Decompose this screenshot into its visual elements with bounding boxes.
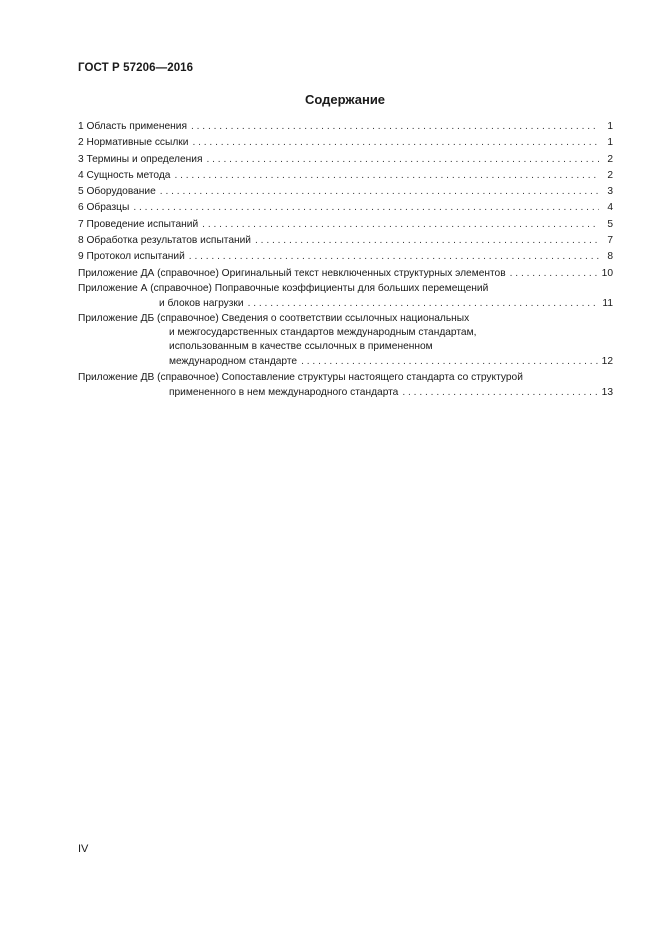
toc-leader-dots <box>191 119 599 135</box>
toc-leader-dots <box>402 385 597 401</box>
toc-entry-label: 8 Обработка результатов испытаний <box>78 233 255 249</box>
toc-entry-label: 7 Проведение испытаний <box>78 217 202 233</box>
toc-entry-label: Приложение ДВ (справочное) Сопоставление структуры настоящего стандарта со структурой <box>78 371 523 383</box>
toc-entry[interactable] <box>78 249 613 265</box>
toc-entry-page: 10 <box>601 267 613 279</box>
table-of-contents <box>78 119 613 401</box>
toc-entry-page: 3 <box>607 186 613 198</box>
toc-entry[interactable] <box>78 135 613 151</box>
toc-appendix-entry[interactable] <box>78 312 613 326</box>
toc-appendix-continuation <box>78 326 613 340</box>
document-code: ГОСТ Р 57206—2016 <box>78 62 194 74</box>
toc-entry-page: 2 <box>607 169 613 181</box>
toc-appendix-entry[interactable] <box>78 371 613 385</box>
toc-entry-label: международном стандарте <box>169 354 301 370</box>
toc-leader-dots <box>174 168 599 184</box>
toc-appendix-continuation[interactable] <box>78 296 613 312</box>
toc-entry-page: 4 <box>607 202 613 214</box>
toc-entry-page: 1 <box>607 137 613 149</box>
toc-entry-page: 11 <box>602 297 613 309</box>
toc-entry-page: 7 <box>607 235 613 247</box>
toc-entry-page: 13 <box>601 386 613 398</box>
toc-leader-dots <box>255 233 599 249</box>
toc-entry-page: 1 <box>607 121 613 132</box>
toc-leader-dots <box>206 152 599 168</box>
toc-entry[interactable] <box>78 184 613 200</box>
toc-entry-page: 12 <box>601 356 613 368</box>
page-number: IV <box>78 843 89 855</box>
toc-entry[interactable] <box>78 200 613 216</box>
toc-leader-dots <box>510 266 598 282</box>
toc-leader-dots <box>192 135 599 151</box>
toc-entry-label: 3 Термины и определения <box>78 152 206 168</box>
toc-leader-dots <box>133 200 599 216</box>
toc-appendix-entry[interactable] <box>78 266 613 282</box>
toc-appendix-continuation <box>78 340 613 354</box>
toc-entry-page: 5 <box>607 218 613 230</box>
toc-entry-label: 5 Оборудование <box>78 184 160 200</box>
toc-entry[interactable] <box>78 119 613 135</box>
toc-entry-label: 6 Образцы <box>78 200 133 216</box>
toc-entry-page: 8 <box>607 251 613 263</box>
toc-entry-page: 2 <box>607 153 613 165</box>
toc-entry-label: и блоков нагрузки <box>159 296 248 312</box>
toc-entry[interactable] <box>78 217 613 233</box>
toc-entry-label: использованным в качестве ссылочных в примененном <box>169 341 433 353</box>
toc-leader-dots <box>202 217 599 233</box>
toc-leader-dots <box>189 249 599 265</box>
toc-appendix-continuation[interactable] <box>78 354 613 370</box>
toc-leader-dots <box>160 184 599 200</box>
toc-leader-dots <box>301 354 598 370</box>
toc-title: Содержание <box>304 92 386 107</box>
toc-entry-label: 1 Область применения <box>78 119 191 135</box>
toc-entry-label: Приложение ДБ (справочное) Сведения о соответствии ссылочных национальных <box>78 313 470 325</box>
toc-entry-label: и межгосударственных стандартов международным стандартам, <box>169 327 477 339</box>
toc-leader-dots <box>248 296 599 312</box>
toc-entry-label: 9 Протокол испытаний <box>78 249 189 265</box>
toc-entry[interactable] <box>78 152 613 168</box>
toc-entry-label: 4 Сущность метода <box>78 168 174 184</box>
toc-entry-label: Приложение ДА (справочное) Оригинальный текст невключенных структурных элементов <box>78 266 510 282</box>
toc-entry-label: примененного в нем международного стандарта <box>169 385 402 401</box>
toc-appendix-entry[interactable] <box>78 282 613 296</box>
toc-entry[interactable] <box>78 233 613 249</box>
toc-entry[interactable] <box>78 168 613 184</box>
toc-entry-label: 2 Нормативные ссылки <box>78 135 192 151</box>
toc-appendix-continuation[interactable] <box>78 385 613 401</box>
toc-entry-label: Приложение А (справочное) Поправочные коэффициенты для больших перемещений <box>78 282 489 294</box>
